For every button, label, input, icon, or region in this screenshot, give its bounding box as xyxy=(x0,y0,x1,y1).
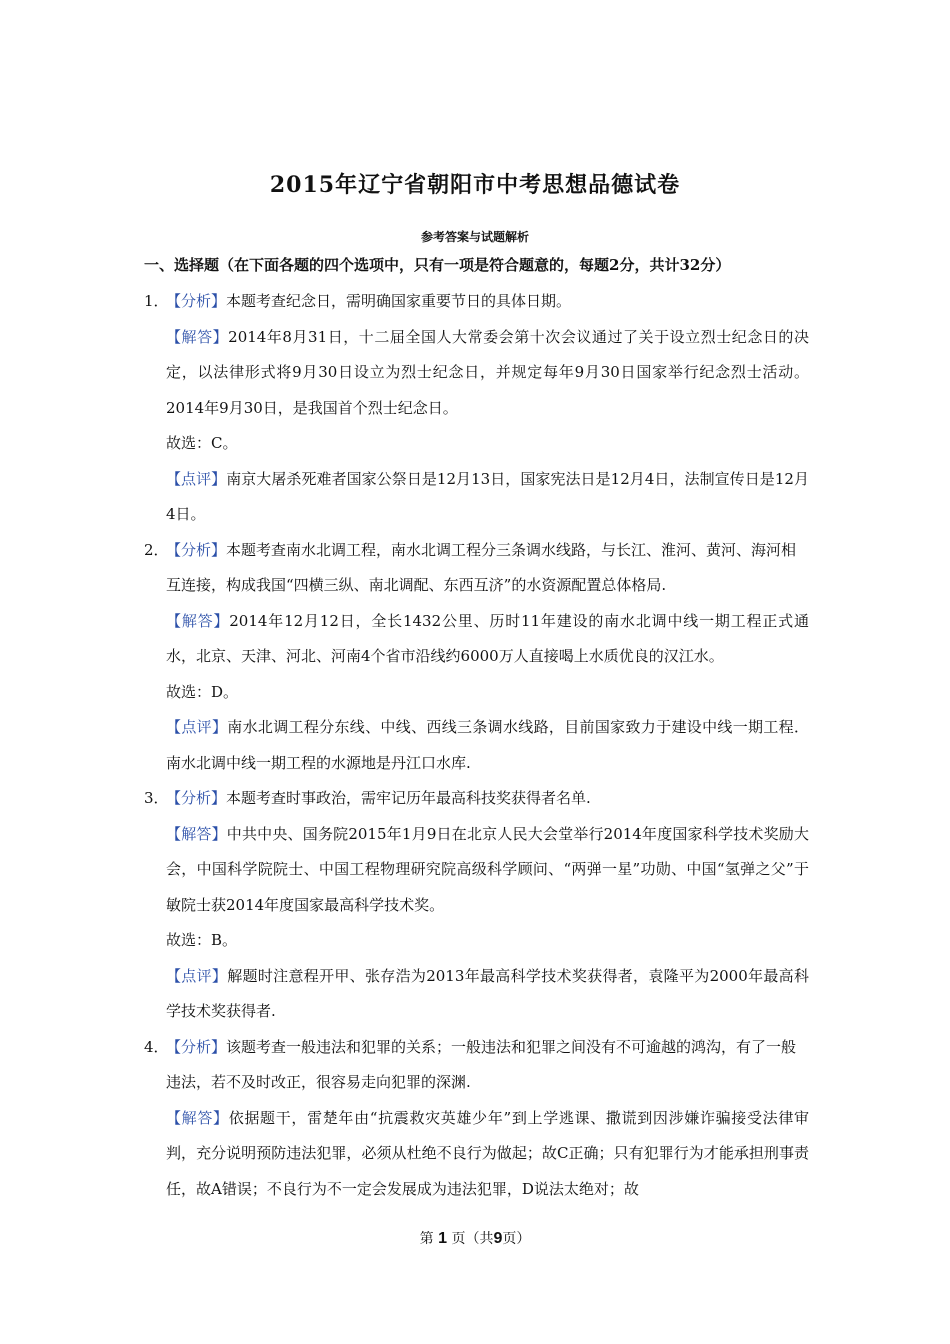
answer-text: 中共中央、国务院2015年1月9日在北京人民大会堂举行2014年度国家科学技术奖励大会，中国科学院院士、中国工程物理研究院高级科学顾问、“两弹一星”功勋、中国“氢弹之父”于敏院士获2014年度国家最高科学技术奖。 xyxy=(166,824,809,914)
section-heading: 一、选择题（在下面各题的四个选项中，只有一项是符合题意的，每题2分，共计32分） xyxy=(144,256,731,274)
footer-total-pages: 9 xyxy=(493,1230,503,1247)
analysis-tag: 【分析】 xyxy=(166,540,227,559)
answer-text: 2014年8月31日，十二届全国人大常委会第十次会议通过了关于设立烈士纪念日的决定，以法律形式将9月30日设立为烈士纪念日，并规定每年9月30日国家举行纪念烈士活动。2014年9月30日，是我国首个烈士纪念日。 xyxy=(166,327,809,417)
comment-line xyxy=(144,959,809,1030)
question-1 xyxy=(144,284,809,533)
analysis-text: 本题考查时事政治，需牢记历年最高科技奖获得者名单. xyxy=(226,789,591,807)
answer-tag: 【解答】 xyxy=(166,824,227,843)
question-2 xyxy=(144,533,809,782)
comment-tag: 【点评】 xyxy=(166,718,228,736)
footer-prefix: 第 xyxy=(419,1231,434,1247)
question-number: 4． xyxy=(144,1037,169,1056)
answer-tag: 【解答】 xyxy=(166,611,230,630)
question-number: 3． xyxy=(144,789,169,807)
comment-line xyxy=(144,462,809,533)
footer-middle: 页（共 xyxy=(451,1231,494,1247)
answer-line xyxy=(144,1101,809,1208)
question-number: 2． xyxy=(144,540,169,559)
comment-tag: 【点评】 xyxy=(166,469,227,488)
answer-text: 依据题干，雷楚年由“抗震救灾英雄少年”到上学逃课、撒谎到因涉嫌诈骗接受法律审判，充分说明预防违法犯罪，必须从杜绝不良行为做起；故C正确；只有犯罪行为才能承担刑事责任，故A错误；不良行为不一定会发展成为违法犯罪，D说法太绝对；故 xyxy=(166,1108,809,1198)
question-3 xyxy=(144,781,809,1030)
page-subtitle: 参考答案与试题解析 xyxy=(420,230,529,244)
question-4 xyxy=(144,1030,809,1208)
answer-line xyxy=(144,604,809,675)
footer-page-number: 1 xyxy=(438,1230,447,1247)
analysis-text: 本题考查纪念日，需明确国家重要节日的具体日期。 xyxy=(226,292,572,310)
analysis-text: 本题考查南水北调工程，南水北调工程分三条调水线路，与长江、淮河、黄河、海河相互连接，构成我国“四横三纵、南北调配、东西互济”的水资源配置总体格局. xyxy=(166,540,797,594)
answer-line xyxy=(144,817,809,924)
choice-line: 故选：C。 xyxy=(166,434,238,452)
footer-suffix: 页） xyxy=(502,1231,531,1247)
analysis-tag: 【分析】 xyxy=(166,1037,227,1056)
comment-tag: 【点评】 xyxy=(166,966,228,985)
analysis-tag: 【分析】 xyxy=(166,292,227,310)
page-footer xyxy=(0,1228,950,1248)
answer-tag: 【解答】 xyxy=(166,1108,229,1127)
analysis-line xyxy=(144,781,809,817)
comment-text: 解题时注意程开甲、张存浩为2013年最高科学技术奖获得者，袁隆平为2000年最高科学技术奖获得者. xyxy=(166,966,809,1020)
answer-tag: 【解答】 xyxy=(166,327,229,346)
comment-text: 南京大屠杀死难者国家公祭日是12月13日，国家宪法日是12月4日，法制宣传日是12月4日。 xyxy=(166,469,809,523)
answer-text: 2014年12月12日，全长1432公里、历时11年建设的南水北调中线一期工程正式通水，北京、天津、河北、河南4个省市沿线约6000万人直接喝上水质优良的汉江水。 xyxy=(166,611,809,665)
choice-line: 故选：B。 xyxy=(166,931,238,949)
page-title: 2015年辽宁省朝阳市中考思想品德试卷 xyxy=(269,172,681,198)
answer-line xyxy=(144,320,809,427)
comment-line xyxy=(144,710,809,781)
question-number: 1． xyxy=(144,292,169,310)
comment-text: 南水北调工程分东线、中线、西线三条调水线路，目前国家致力于建设中线一期工程．南水北调中线一期工程的水源地是丹江口水库. xyxy=(166,718,809,772)
analysis-line xyxy=(144,284,809,320)
analysis-text: 该题考查一般违法和犯罪的关系；一般违法和犯罪之间没有不可逾越的鸿沟，有了一般违法，若不及时改正，很容易走向犯罪的深渊. xyxy=(166,1037,797,1091)
answer-body xyxy=(144,284,809,1207)
analysis-line xyxy=(144,1030,809,1101)
analysis-line xyxy=(144,533,809,604)
choice-line: 故选：D。 xyxy=(166,682,239,701)
analysis-tag: 【分析】 xyxy=(166,789,227,807)
